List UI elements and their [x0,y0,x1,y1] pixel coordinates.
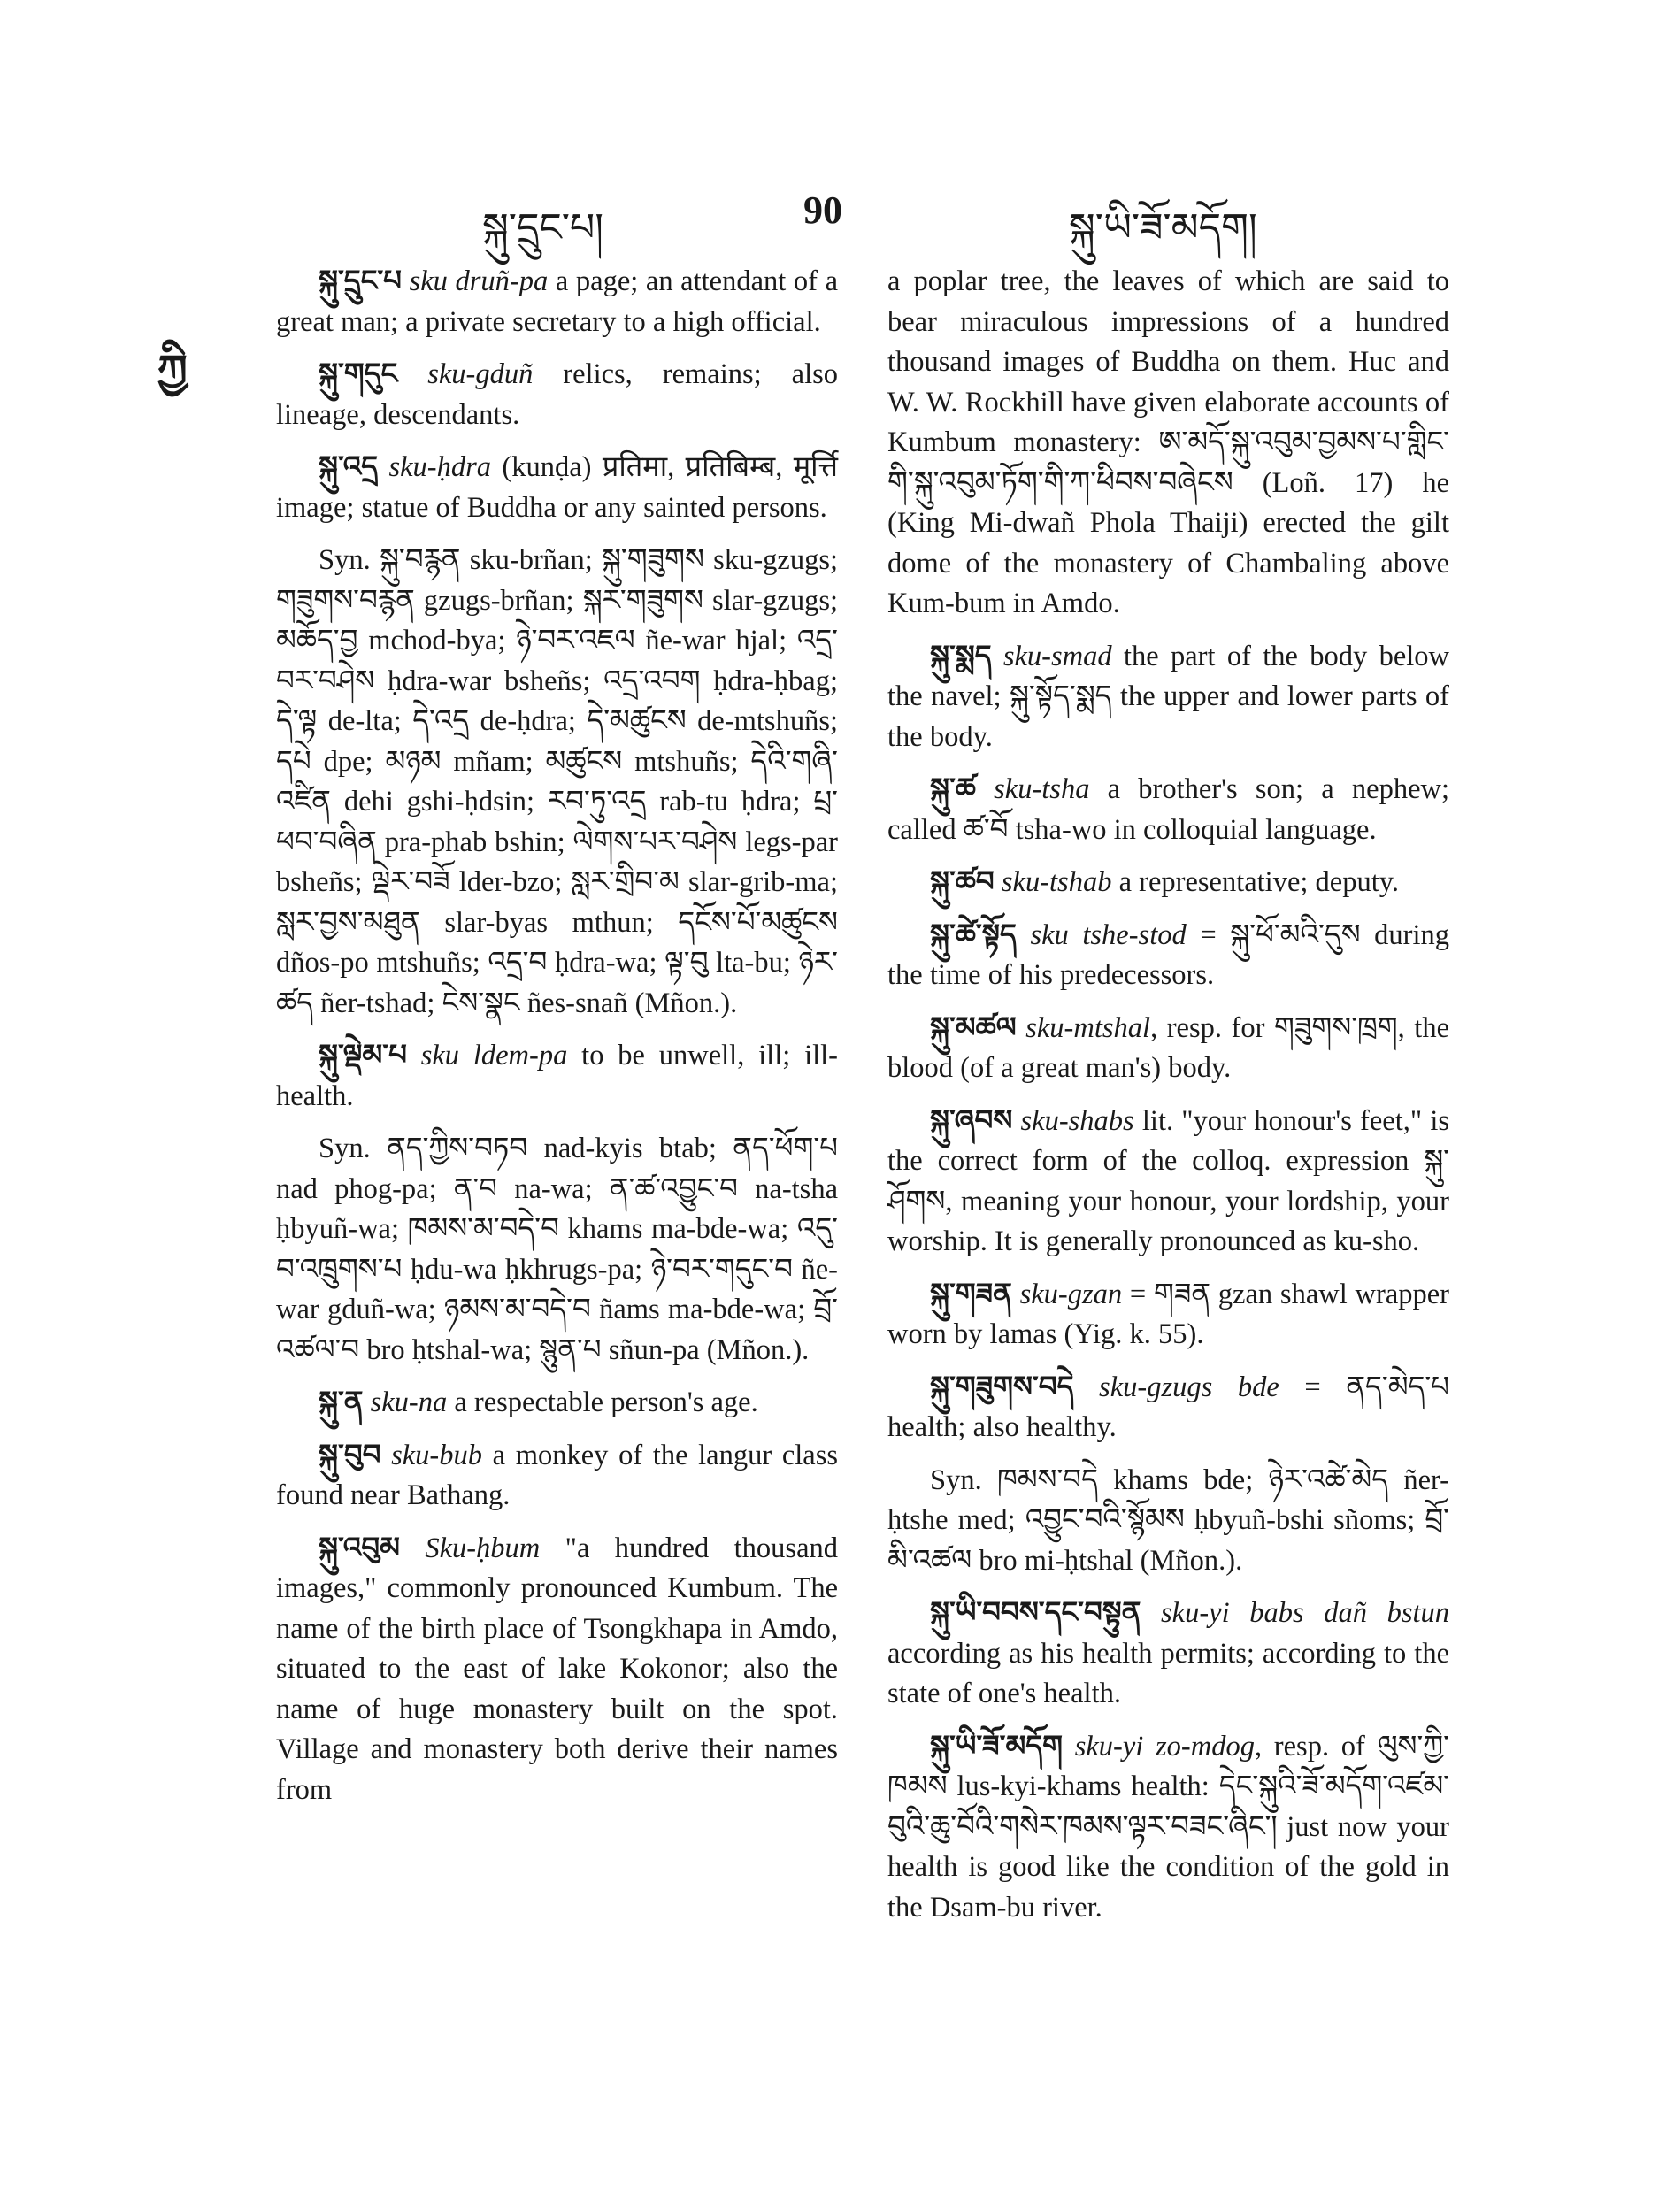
definition: to be unwell, ill; ill-health. [276,1040,838,1112]
continued-entry [887,262,1449,625]
synonyms-block [276,541,838,1024]
tibetan-headword: སྐུ་གདུང [319,358,398,390]
definition: a brother's son; a nephew; called ཚ་བོ tsha-wo in colloquial language. [887,773,1450,846]
transliteration: sku-gzugs bde [1099,1371,1279,1403]
entry [276,1436,838,1517]
definition: (kunḍa) प्रतिमा, प्रतिबिम्ब, मूर्त्ति image; statue of Buddha or any sainted persons. [276,451,839,524]
definition: a representative; deputy. [1111,866,1400,898]
tibetan-headword: སྐུ་གཟན [930,1278,1012,1310]
transliteration: sku-gduñ [427,358,534,390]
definition: "a hundred thousand images," commonly pronounced Kumbum. The name of the birth place of Tsongkhapa in Amdo, situated to the east of lake Kokonor; also the name of huge monastery built on the spot. Village and monastery both derive their names from [276,1532,838,1806]
margin-section-mark: ཀྱི [157,348,186,395]
left-guide-word: སྐུ་དྲུང་པ། [482,206,604,250]
tibetan-headword: སྐུ་ཚ [930,773,976,805]
tibetan-headword: སྐུ་ན [319,1386,364,1418]
transliteration: sku tshe-stod [1030,918,1187,951]
tibetan-headword: སྐུ་ཚེ་སྟོད [930,918,1017,951]
definition: a page; an attendant of a great man; a private secretary to a high official. [276,265,839,338]
synonyms-text: Syn. སྐུ་བརྙན sku-brñan; སྐུ་གཟུགས sku-gzugs; གཟུགས་བརྙན gzugs-brñan; སྐར་གཟུགས slar-gzugs; མཆོད་བྱ mchod-bya; ཉེ་བར་འཇལ ñe-war hjal; འདྲ་བར་བཤེས ḥdra-war bsheñs; འདྲ་འབག ḥdra-ḥbag; དེ་ལྟ de-lta; དེ་འདྲ de-ḥdra; དེ་མཚུངས de-mtshuñs; དཔེ dpe; མཉམ mñam; མཚུངས mtshuñs; དེའི་གཞི་འཛིན dehi gshi-ḥdsin; རབ་ཏུ་འདྲ rab-tu ḥdra; པྲ་ཕབ་བཞིན pra-phab bshin; ལེགས་པར་བཤེས legs-par bsheñs; ལྡེར་བཟོ lder-bzo; སླར་གྲིབ་མ slar-grib-ma; སླར་བྱས་མཐུན slar-byas mthun; དངོས་པོ་མཚུངས dños-po mtshuñs; འདྲ་བ ḥdra-wa; ལྟ་བུ lta-bu; ཉེར་ཚད ñer-tshad; ངེས་སྣང ñes-snañ (Mñon.). [276,544,838,1019]
page-number: 90 [803,188,842,232]
transliteration: sku-bub [391,1439,482,1471]
tibetan-headword: སྐུ་ཞབས [930,1104,1013,1137]
tibetan-headword: སྐུ་མཚལ [930,1011,1017,1044]
entry [887,1102,1449,1263]
transliteration: sku-tshab [1001,866,1112,898]
entry [887,1009,1449,1089]
entry [276,1383,838,1424]
transliteration: sku-na [370,1386,448,1418]
entry [887,637,1449,758]
definition: = སྐུ་ཕོ་མའི་དུས during the time of his predecessors. [887,918,1449,991]
tibetan-headword: སྐུ་འདྲ [319,451,379,483]
transliteration: sku druñ-pa [409,265,549,297]
synonyms-block [887,1461,1449,1582]
definition: a poplar tree, the leaves of which are said to bear miraculous impressions of a hundred thousand images of Buddha on them. Huc and W. W. Rockhill have given elaborate accounts of Kumbum monastery: ཨ་མདོ་སྐུ་འབུམ་བྱམས་པ་གླིང་གི་སྐུ་འབུམ་ཏོག་གི་ཀ་ཕིབས་བཞེངས (Loñ. 17) he (King Mi-dwañ Phola Thaiji) erected the gilt dome of the monastery of Chambaling above Kum-bum in Amdo. [887,265,1449,619]
tibetan-headword: སྐུ་སྨད [930,640,992,672]
definition: = གཟན gzan shawl wrapper worn by lamas (Yig. k. 55). [887,1278,1449,1350]
entry [276,1036,838,1117]
entry [276,262,838,342]
tibetan-headword: སྐུ་གཟུགས་བདེ [930,1371,1074,1403]
entry [887,770,1449,850]
running-header [0,184,1659,250]
tibetan-headword: སྐུ་བུབ [319,1439,381,1471]
entry [887,916,1449,996]
transliteration: sku-gzan [1019,1278,1123,1310]
definition: according as his health permits; according to the state of one's health. [887,1637,1449,1709]
transliteration: Sku-ḥbum [425,1532,541,1564]
entry [887,863,1449,903]
entry [887,1368,1449,1448]
synonyms-text: Syn. ཁམས་བདེ khams bde; ཉེར་འཚེ་མེད ñer-ḥtshe med; འབྱུང་བའི་སྙོམས ḥbyuñ-bshi sñoms; བྲོ་མི་འཚལ bro mi-ḥtshal (Mñon.). [887,1463,1449,1577]
synonyms-block [276,1129,838,1371]
transliteration: sku-ḥdra [388,451,492,483]
entry [276,1529,838,1811]
definition: , resp. of ལུས་ཀྱི་ཁམས lus-kyi-khams health: དེང་སྐུའི་ཟོ་མདོག་འཛམ་བུའི་ཆུ་བོའི་གསེར་ཁམས་ལྟར་བཟང་ཞིང་། just now your health is good like the condition of the gold in the Dsam-bu river. [887,1730,1449,1924]
tibetan-headword: སྐུ་ཚབ [930,866,995,898]
transliteration: sku-mtshal [1025,1011,1151,1044]
tibetan-headword: སྐུ་ལྡེམ་པ [319,1040,407,1071]
transliteration: sku-smad [1002,640,1112,672]
definition: = ནད་མེད་པ health; also healthy. [887,1371,1449,1443]
entry [276,355,838,435]
transliteration: sku ldem-pa [420,1040,568,1071]
left-column [276,262,838,1823]
entry [887,1727,1449,1929]
transliteration: sku-yi babs dañ bstun [1161,1597,1449,1629]
right-guide-word: སྐུ་ཡི་ཟོ་མདོག། [1069,206,1257,250]
definition: , resp. for གཟུགས་ཁྲག, the blood (of a great man's) body. [887,1011,1450,1084]
transliteration: sku-shabs [1020,1104,1134,1137]
entry [276,448,838,528]
transliteration: sku-yi zo-mdog [1074,1730,1255,1763]
entry [887,1594,1449,1715]
right-column [887,262,1449,1940]
definition: a respectable person's age. [447,1386,758,1418]
tibetan-headword: སྐུ་དྲུང་པ [319,265,402,297]
entry [887,1275,1449,1356]
definition: the part of the body below the navel; སྐུ་སྟོད་སྨད the upper and lower parts of the body. [887,640,1450,753]
tibetan-headword: སྐུ་ཡི་བབས་དང་བསྟུན [930,1597,1141,1629]
definition: lit. "your honour's feet," is the correct form of the colloq. expression སྐུ་ཤོགས, meaning your honour, your lordship, your worship. It is generally pronounced as ku-sho. [887,1104,1450,1257]
definition: relics, remains; also lineage, descendants. [276,358,838,431]
tibetan-headword: སྐུ་འབུམ [319,1532,400,1564]
synonyms-text: Syn. ནད་ཀྱིས་བཏབ nad-kyis btab; ནད་ཕོག་པ nad phog-pa; ན་བ na-wa; ན་ཚ་འབྱུང་བ na-tsha ḥbyuñ-wa; ཁམས་མ་བདེ་བ khams ma-bde-wa; འདུ་བ་འཁྲུགས་པ ḥdu-wa ḥkhrugs-pa; ཉེ་བར་གདུང་བ ñe-war gduñ-wa; ཉམས་མ་བདེ་བ ñams ma-bde-wa; བྲོ་འཚལ་བ bro ḥtshal-wa; སྙུན་པ sñun-pa (Mñon.). [276,1133,838,1366]
transliteration: sku-tsha [994,773,1090,805]
tibetan-headword: སྐུ་ཡི་ཟོ་མདོག [930,1730,1063,1763]
definition: a monkey of the langur class found near Bathang. [276,1439,839,1511]
